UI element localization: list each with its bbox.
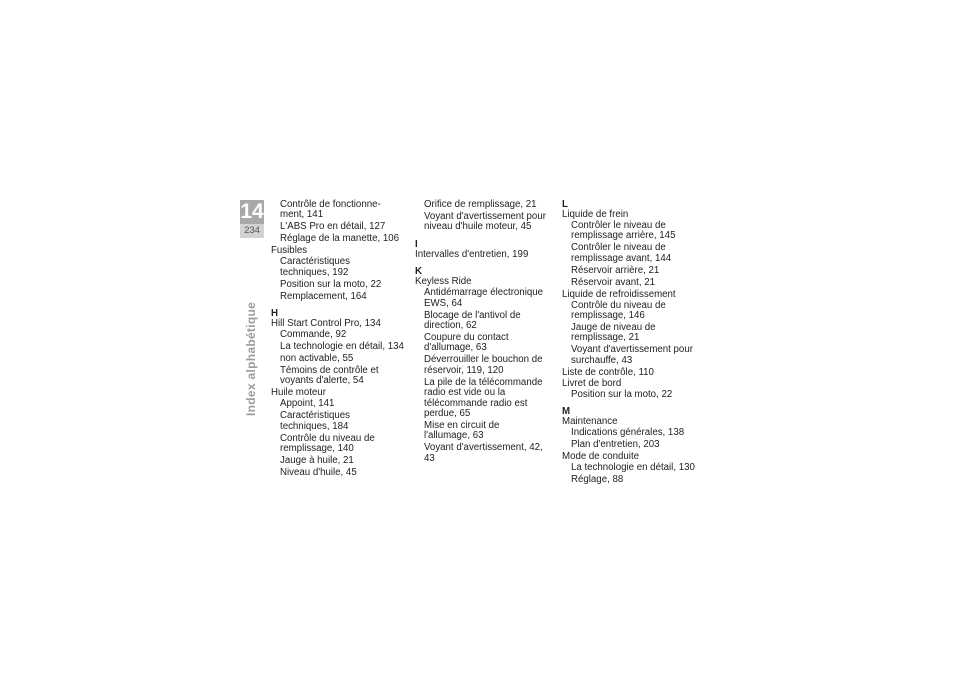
index-entry: Liquide de refroidissement [562,288,676,300]
index-subentry-line: remplissage, 21 [571,332,640,344]
index-subentry-line: d'allumage, 63 [424,342,487,354]
index-column-1 [271,200,409,480]
chapter-number: 14 [240,200,264,223]
index-subentry-line: La pile de la télécommande [424,376,543,388]
index-subentry [271,234,409,244]
index-subentry-line: Antidémarrage électronique [424,287,544,299]
index-subentry [562,345,712,366]
index-subentry-line: Voyant d'avertissement, 42, 43 [424,442,543,464]
index-entry: Fusibles [271,245,308,257]
index-subentry-line: direction, 62 [424,319,477,331]
index-subentry-line: La technologie en détail, 134 [280,341,404,353]
index-subentry-line: Réservoir arrière, 21 [571,264,660,276]
index-subentry-line: niveau d'huile moteur, 45 [424,221,532,233]
index-entry: Intervalles d'entretien, 199 [415,248,529,260]
index-subentry [415,311,555,332]
index-subentry [271,456,409,466]
chapter-tab [240,200,264,238]
index-subentry-line: Contrôle du niveau de [571,299,666,311]
index-letter-heading: H [271,308,278,320]
index-subentry-line: L'ABS Pro en détail, 127 [280,221,386,233]
index-subentry [271,366,409,387]
index-subentry [562,266,712,276]
index-subentry [562,278,712,288]
index-subentry-line: remplissage arrière, 145 [571,230,676,242]
index-subentry-line: remplissage, 146 [571,310,645,322]
index-entry: Liste de contrôle, 110 [562,366,654,378]
index-subentry-line: Plan d'entretien, 203 [571,438,660,450]
index-subentry-line: Réglage, 88 [571,473,624,485]
index-letter-heading: K [415,266,422,278]
index-entry: Mode de conduite [562,450,640,462]
index-subentry [271,468,409,478]
index-subentry-line: La technologie en détail, 130 [571,461,695,473]
index-subentry-line: Niveau d'huile, 45 [280,467,357,479]
index-subentry [562,323,712,344]
index-subentry-line: techniques, 192 [280,266,349,278]
page-number: 234 [240,224,264,238]
index-subentry-line: Contrôler le niveau de [571,242,666,254]
index-subentry-line: radio est vide ou la [424,387,506,399]
index-subentry [271,434,409,455]
index-subentry-line: Mise en circuit de [424,419,500,431]
index-subentry [415,421,555,442]
index-subentry [562,440,712,450]
index-subentry [415,378,555,420]
index-subentry-line: Contrôler le niveau de [571,219,666,231]
index-subentry-line: Indications générales, 138 [571,426,685,438]
index-subentry [415,288,555,309]
index-subentry [271,411,409,432]
index-subentry [271,342,409,352]
index-subentry [271,330,409,340]
index-subentry [415,200,555,210]
index-subentry [562,475,712,485]
index-entry: Liquide de frein [562,209,629,220]
index-entry: Maintenance [562,416,618,428]
index-subentry-line: Blocage de l'antivol de [424,309,521,321]
index-subentry-line: Témoins de contrôle et [280,365,379,377]
index-subentry-line: Déverrouiller le bouchon de [424,354,543,366]
index-subentry-line: Contrôle de fonctionne- [280,199,381,210]
index-entry: Huile moteur [271,387,326,399]
index-subentry [271,257,409,278]
index-entry: Keyless Ride [415,276,472,288]
index-subentry-line: Remplacement, 164 [280,290,367,302]
index-subentry [562,301,712,322]
index-subentry [562,243,712,264]
index-subentry-line: Voyant d'avertissement pour [571,344,693,356]
index-subentry-line: techniques, 184 [280,420,349,432]
index-subentry [271,200,409,221]
index-subentry-line: ment, 141 [280,209,324,221]
index-subentry [271,222,409,232]
index-subentry-line: Position sur la moto, 22 [571,388,673,400]
index-subentry [562,390,712,400]
index-subentry-line: surchauffe, 43 [571,354,633,366]
index-subentry [271,292,409,302]
index-subentry-line: Réservoir avant, 21 [571,276,655,288]
index-subentry [271,354,409,364]
index-subentry [415,355,555,376]
index-subentry-line: Jauge de niveau de [571,322,656,334]
index-subentry [271,399,409,409]
index-subentry-line: télécommande radio est [424,397,528,409]
index-subentry-line: Orifice de remplissage, 21 [424,199,537,210]
index-subentry-line: l'allumage, 63 [424,430,484,442]
index-subentry-line: Caractéristiques [280,410,350,422]
index-subentry-line: Appoint, 141 [280,398,335,410]
index-subentry [562,221,712,242]
index-subentry [415,212,555,233]
index-letter-heading: L [562,199,568,210]
index-subentry-line: remplissage, 140 [280,443,354,455]
index-letter-heading: M [562,406,571,418]
index-subentry-line: Voyant d'avertissement pour [424,211,546,222]
index-entry: Livret de bord [562,377,622,389]
index-subentry [271,280,409,290]
index-subentry-line: non activable, 55 [280,353,354,365]
index-subentry-line: réservoir, 119, 120 [424,364,504,376]
index-subentry [415,333,555,354]
index-subentry-line: perdue, 65 [424,407,471,419]
index-subentry-line: EWS, 64 [424,297,463,309]
index-subentry [562,428,712,438]
index-subentry-line: Position sur la moto, 22 [280,278,382,290]
index-subentry-line: voyants d'alerte, 54 [280,375,364,387]
index-column-3 [562,200,712,487]
chapter-title: Index alphabétique [244,301,258,416]
index-subentry [415,443,555,464]
index-entry: Hill Start Control Pro, 134 [271,318,381,330]
index-subentry-line: Contrôle du niveau de [280,432,375,444]
index-subentry-line: Commande, 92 [280,329,347,341]
index-column-2 [415,200,555,466]
index-subentry [562,463,712,473]
index-letter-heading: I [415,238,418,250]
index-subentry-line: Caractéristiques [280,256,350,268]
index-subentry-line: Réglage de la manette, 106 [280,233,400,245]
index-subentry-line: Jauge à huile, 21 [280,455,354,467]
index-subentry-line: Coupure du contact [424,331,509,343]
index-subentry-line: remplissage avant, 144 [571,252,672,264]
